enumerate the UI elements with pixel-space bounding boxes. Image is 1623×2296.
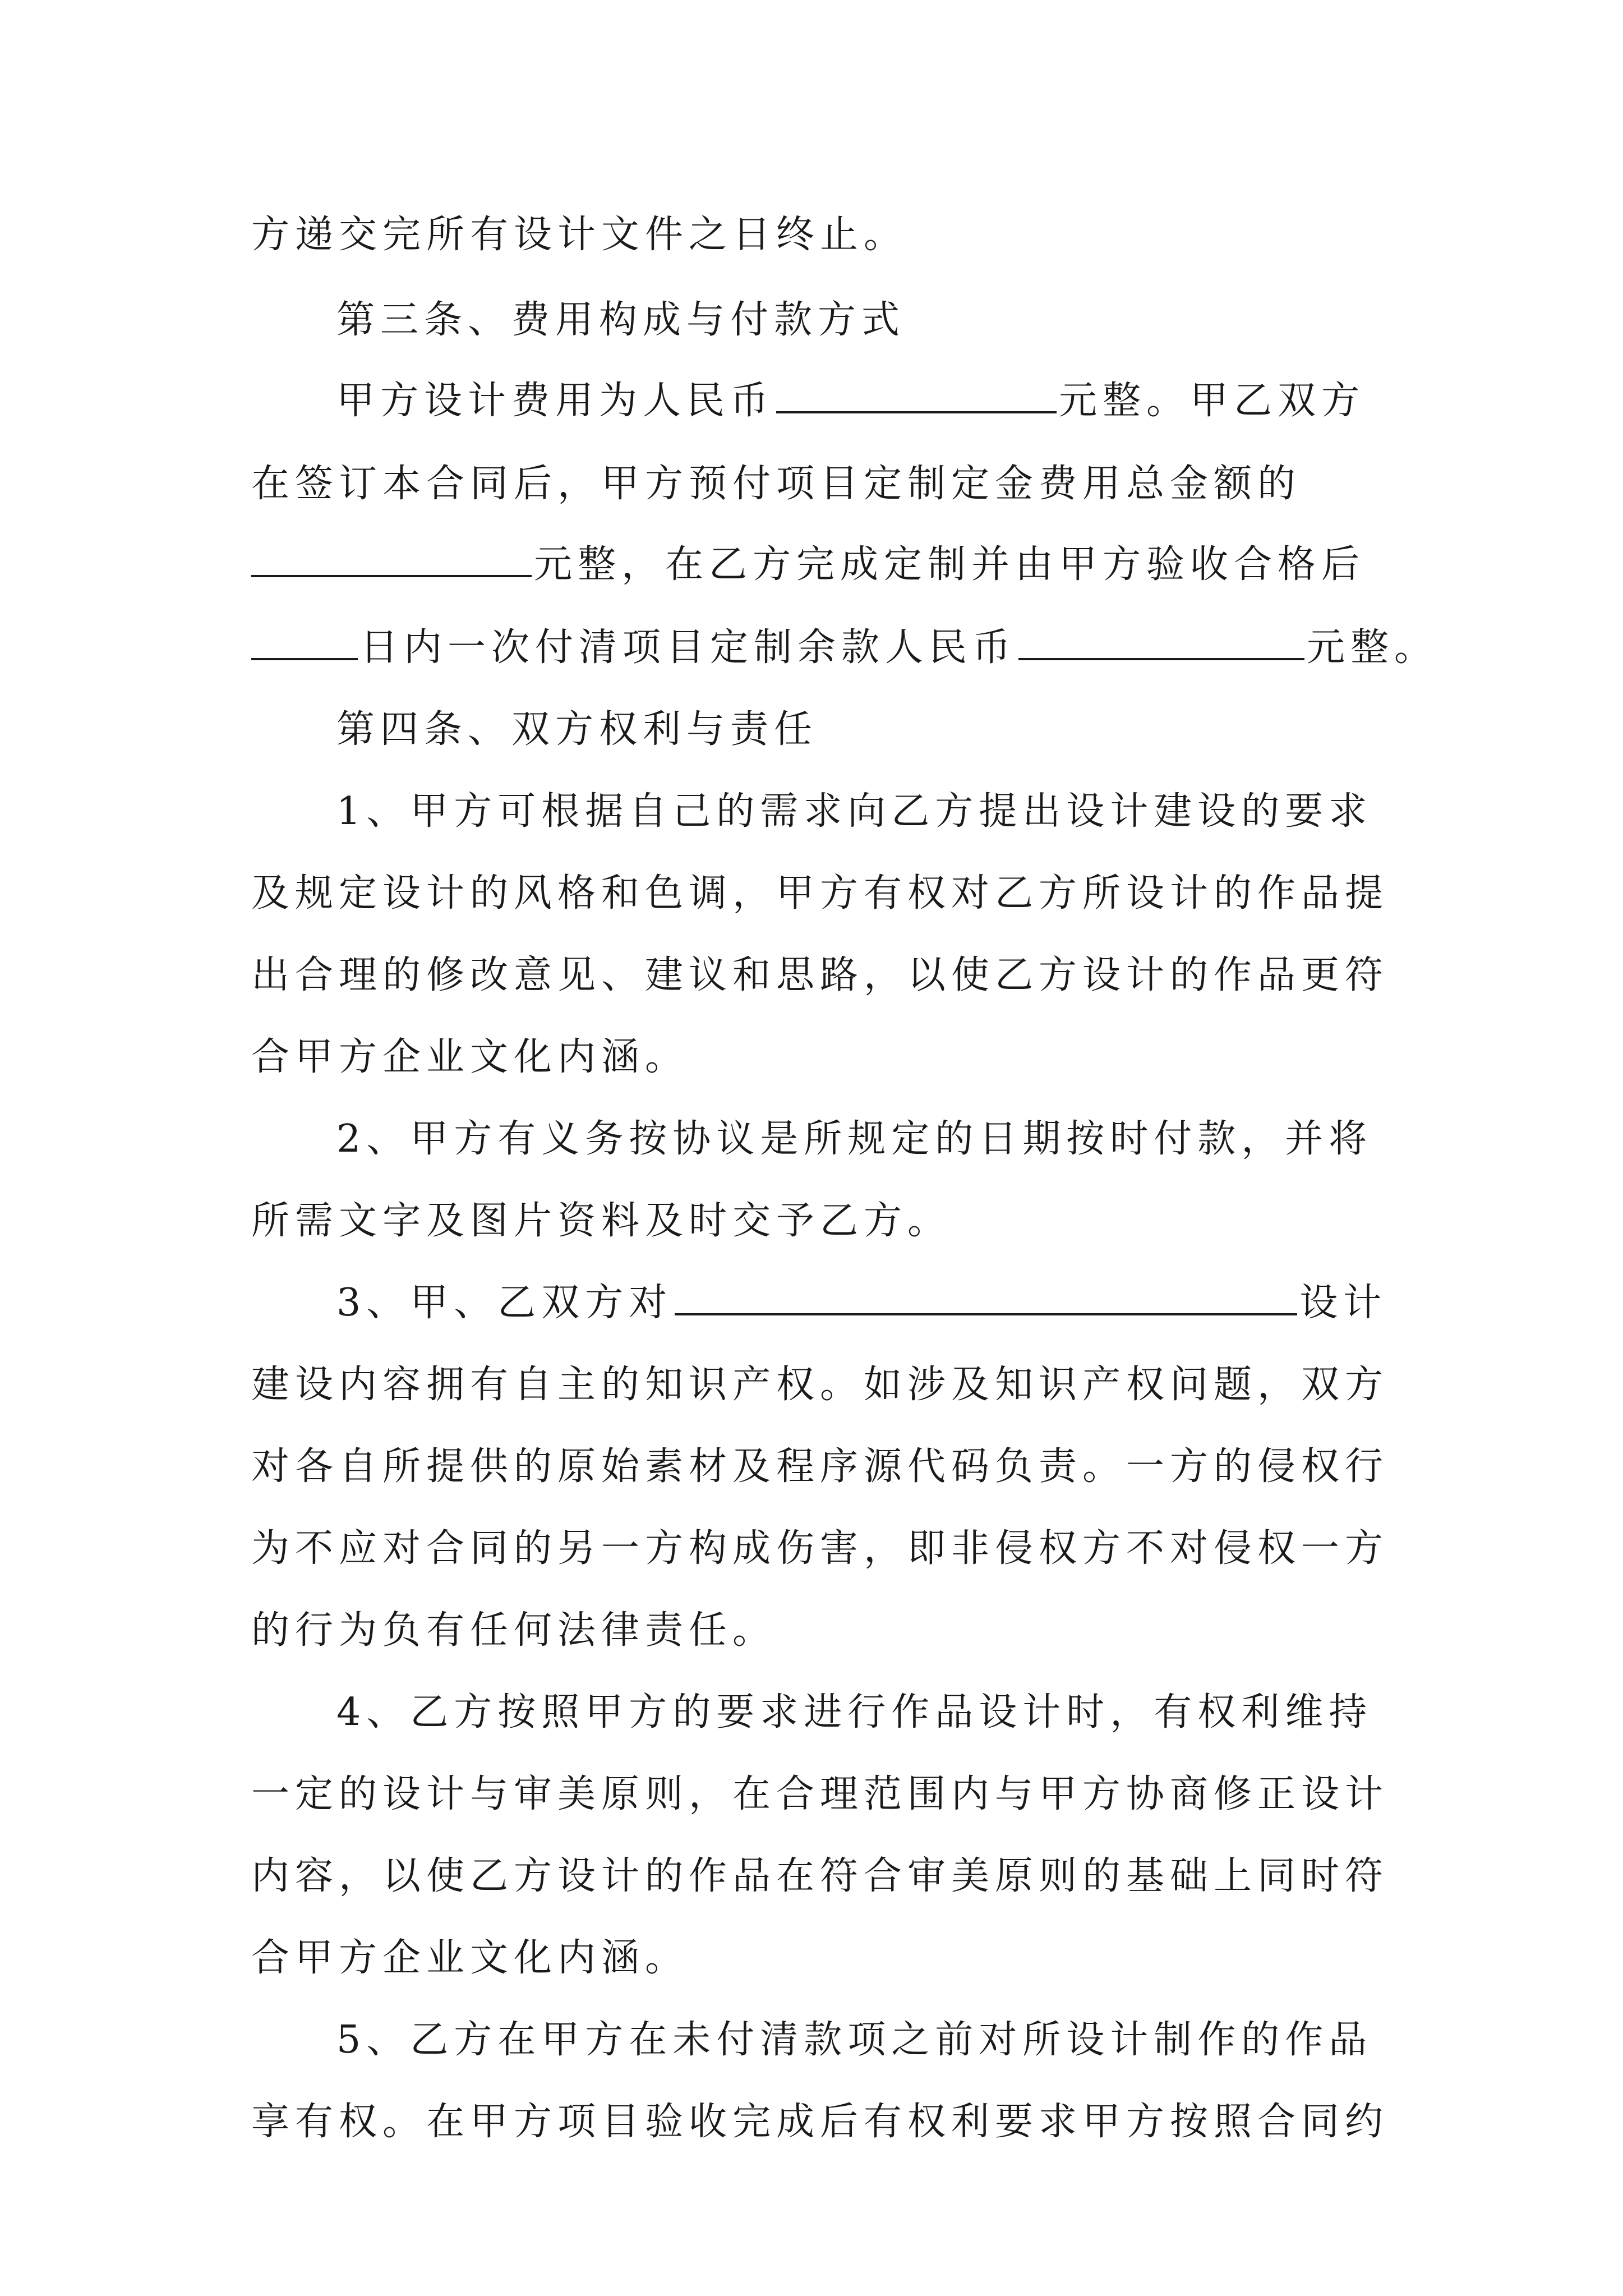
text: 元整，在乙方完成定制并由甲方验收合格后 [534,542,1366,587]
fill-in-blank [1018,621,1304,660]
text: 在签订本合同后，甲方预付项目定制定金费用总金额的 [251,462,1302,506]
text-line [251,606,1438,690]
text: 一定的设计与审美原则，在合理范围内与甲方协商修正设计 [251,1772,1389,1816]
text-line [251,2080,1389,2164]
text: 日内一次付清项目定制余款人民币 [360,625,1017,670]
text-line [251,1752,1389,1837]
fill-in-blank [675,1276,1297,1315]
text-line [251,1507,1389,1591]
text-line [336,770,1384,854]
text: 3、甲、乙双方对 [336,1281,673,1325]
text: 的行为负有任何法律责任。 [251,1608,777,1653]
text: 所需文字及图片资料及时交予乙方。 [251,1199,952,1243]
text: 元整。 [1307,625,1438,670]
text: 2、甲方有义务按协议是所规定的日期按时付款，并将 [336,1117,1373,1161]
text: 1、甲方可根据自己的需求向乙方提出设计建设的要求 [336,789,1373,834]
text: 为不应对合同的另一方构成伤害，即非侵权方不对侵权一方 [251,1526,1389,1571]
fill-in-blank [776,374,1057,413]
fill-in-blank [251,621,358,660]
text-line [336,1671,1384,1755]
text-line [251,1343,1389,1427]
text: 对各自所提供的原始素材及程序源代码负责。一方的侵权行 [251,1444,1389,1489]
text-line [336,1261,1387,1345]
text: 4、乙方按照甲方的要求进行作品设计时，有权利维持 [336,1690,1373,1734]
text: 及规定设计的风格和色调，甲方有权对乙方所设计的作品提 [251,871,1389,915]
text: 元整。甲乙双方 [1059,379,1366,423]
text-line [251,1015,1384,1099]
text: 甲方设计费用为人民币 [336,379,774,423]
text-line [251,193,1384,277]
text: 第四条、双方权利与责任 [336,707,818,752]
text: 方递交完所有设计文件之日终止。 [251,213,908,257]
text-line [336,1998,1384,2082]
text-line [336,359,1384,443]
text-line [251,523,1384,607]
text: 5、乙方在甲方在未付清款项之前对所设计制作的作品 [336,2018,1373,2062]
text: 合甲方企业文化内涵。 [251,1936,689,1980]
text: 内容，以使乙方设计的作品在符合审美原则的基础上同时符 [251,1854,1389,1898]
text-line [251,852,1389,936]
text: 出合理的修改意见、建议和思路，以使乙方设计的作品更符 [251,953,1389,997]
section-heading [336,278,1384,362]
text: 合甲方企业文化内涵。 [251,1035,689,1079]
text-line [336,1097,1384,1181]
text-line [251,442,1384,526]
fill-in-blank [251,538,532,577]
text-line [251,1916,1384,2000]
text-line [251,1425,1389,1509]
text: 建设内容拥有自主的知识产权。如涉及知识产权问题，双方 [251,1363,1389,1407]
text-line [251,1179,1384,1263]
section-heading [336,688,1384,772]
text: 设计 [1299,1281,1387,1325]
text-line [251,933,1389,1018]
text: 享有权。在甲方项目验收完成后有权利要求甲方按照合同约 [251,2100,1389,2144]
text-line [251,1589,1384,1673]
text: 第三条、费用构成与付款方式 [336,298,906,342]
text-line [251,1834,1389,1918]
